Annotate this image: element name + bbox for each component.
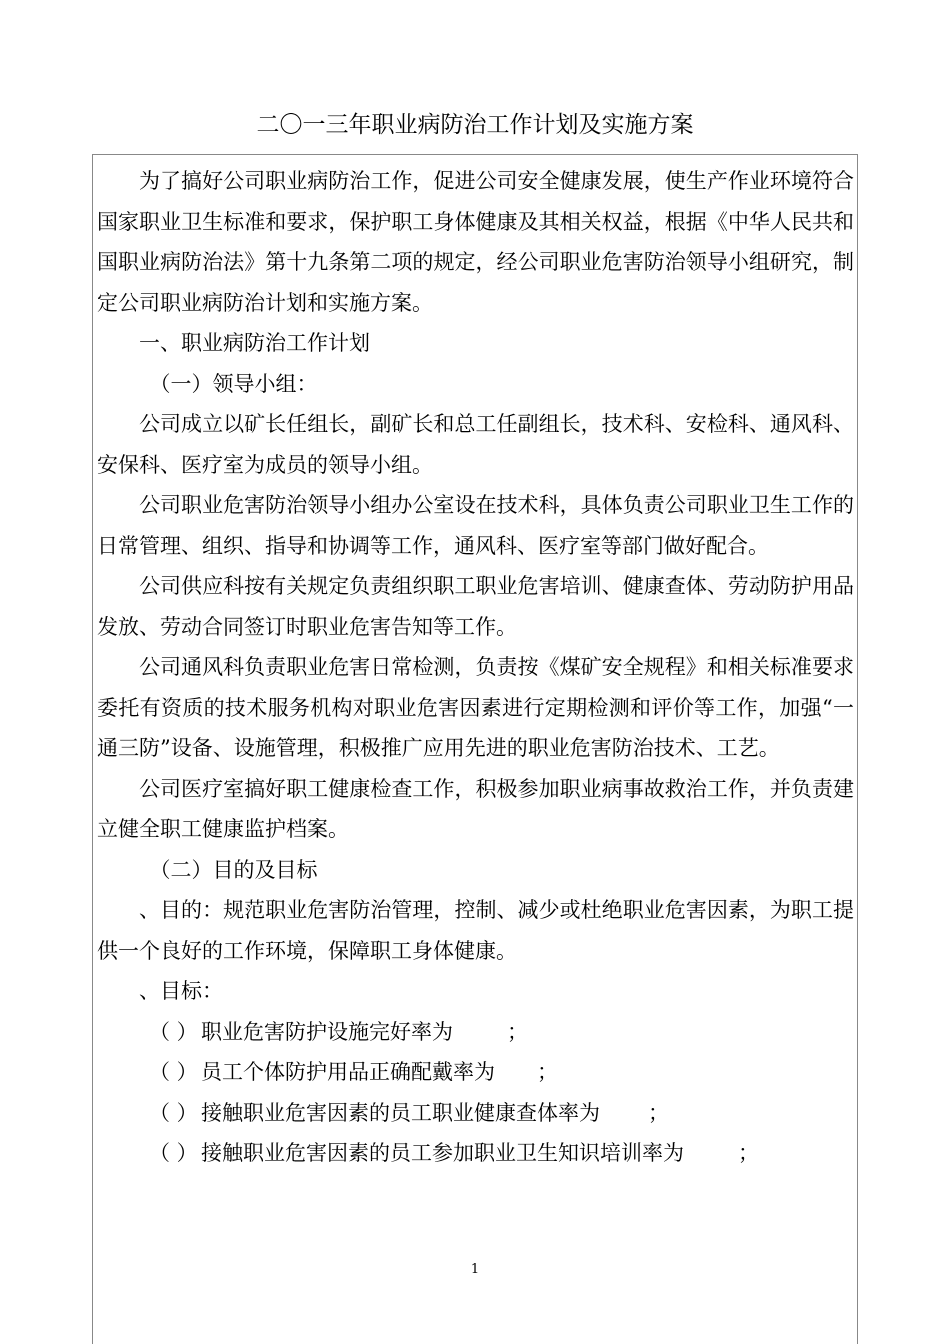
list-item bbox=[97, 1012, 854, 1053]
paragraph-ventilation: 公司通风科负责职业危害日常检测，负责按《煤矿安全规程》和相关标准要求委托有资质的技术服务机构对职业危害因素进行定期检测和评价等工作，加强“一通三防”设备、设施管理，积极推广应用先进的职业危害防治技术、工艺。 bbox=[97, 655, 854, 760]
item-end: ； bbox=[507, 1019, 528, 1044]
item-text: 接触职业危害因素的员工职业健康查体率为 bbox=[201, 1100, 600, 1125]
subsection-heading-2: （二）目的及目标 bbox=[149, 857, 318, 882]
paragraph-office: 公司职业危害防治领导小组办公室设在技术科，具体负责公司职业卫生工作的日常管理、组织、指导和协调等工作，通风科、医疗室等部门做好配合。 bbox=[97, 493, 854, 558]
paragraph-medical: 公司医疗室搞好职工健康检查工作，积极参加职业病事故救治工作，并负责建立健全职工健康监护档案。 bbox=[97, 776, 854, 841]
item-end: ； bbox=[537, 1060, 558, 1084]
document-title: 二〇一三年职业病防治工作计划及实施方案 bbox=[256, 112, 694, 138]
subsection-heading-1: （一）领导小组： bbox=[149, 371, 318, 396]
item-text: 员工个体防护用品正确配戴率为 bbox=[201, 1060, 495, 1084]
item-number: （ ） bbox=[149, 1141, 198, 1165]
document-body bbox=[97, 161, 854, 1174]
paragraph-purpose: 、目的：规范职业危害防治管理，控制、减少或杜绝职业危害因素，为职工提供一个良好的工作环境，保障职工身体健康。 bbox=[97, 898, 854, 963]
paragraph-leadership: 公司成立以矿长任组长，副矿长和总工任副组长，技术科、安检科、通风科、安保科、医疗室为成员的领导小组。 bbox=[97, 412, 854, 477]
paragraph-supply: 公司供应科按有关规定负责组织职工职业危害培训、健康查体、劳动防护用品发放、劳动合同签订时职业危害告知等工作。 bbox=[97, 574, 854, 639]
item-text: 接触职业危害因素的员工参加职业卫生知识培训率为 bbox=[201, 1141, 684, 1165]
paragraph-goal: 、目标： bbox=[139, 979, 223, 1003]
item-number: （ ） bbox=[149, 1100, 198, 1125]
page-number: 1 bbox=[470, 1262, 480, 1277]
list-item bbox=[97, 1052, 854, 1093]
item-end: ； bbox=[738, 1141, 759, 1165]
section-heading-1: 一、职业病防治工作计划 bbox=[139, 331, 370, 355]
item-end: ； bbox=[648, 1100, 669, 1125]
item-number: （ ） bbox=[149, 1019, 198, 1044]
item-text: 职业危害防护设施完好率为 bbox=[201, 1019, 453, 1044]
intro-paragraph: 为了搞好公司职业病防治工作，促进公司安全健康发展，使生产作业环境符合国家职业卫生标准和要求，保护职工身体健康及其相关权益，根据《中华人民共和国职业病防治法》第十九条第二项的规定，经公司职业危害防治领导小组研究，制定公司职业病防治计划和实施方案。 bbox=[97, 169, 854, 315]
item-number: （ ） bbox=[149, 1060, 198, 1084]
list-item bbox=[97, 1133, 854, 1174]
list-item bbox=[97, 1093, 854, 1134]
